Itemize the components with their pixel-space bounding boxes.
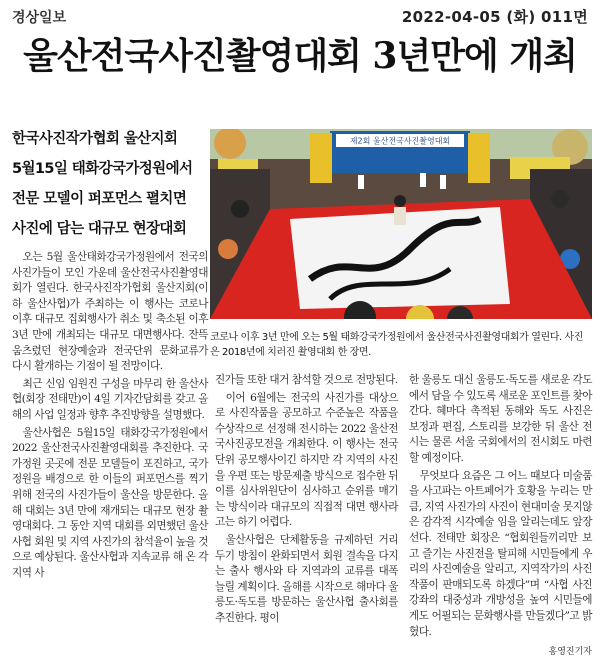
date-page-label: 2022-04-05 (화) 011면 — [401, 8, 588, 26]
subheadline-line: 5월15일 태화강국가정원에서 — [12, 161, 193, 177]
article-paragraph: 진가들 또한 대거 참석할 것으로 전망된다. — [215, 374, 398, 386]
subheadline-line: 한국사진작가협회 울산지회 — [12, 131, 178, 147]
article-column-3 — [409, 373, 592, 642]
article-paragraph: 오는 5월 울산태화강국가정원에서 전국의 사진가들이 모인 가운데 울산전국사진촬영대회가 열린다. 한국사진작가협회 울산지회(이하 울산사협)가 주최하는 이 행사는 코로나 이후 대규모 집회행사가 취소 및 축소된 이후 3년 만에 개최되는 대규모 대면행사다. 잔뜩 움츠렸던 현장예술과 전국단위 문화교류가 다시 활개하는 기점이 될 전망이다. — [12, 251, 208, 373]
article-column-1 — [12, 250, 208, 583]
newspaper-name: 경상일보 — [12, 10, 67, 26]
reporter-byline: 홍영진기자 — [548, 647, 592, 657]
newspaper-page — [8, 4, 592, 664]
photo-illustration — [210, 129, 592, 319]
masthead — [8, 4, 592, 26]
article-photo — [210, 129, 592, 319]
article-column-2 — [215, 373, 398, 629]
article-paragraph: 이어 6월에는 전국의 사진가를 대상으로 사진작품을 공모하고 수준높은 작품을 수상작으로 선정해 전시하는 2022 울산전국사진공모전을 개최한다. 이 행사는 전국 단위 공모행사이긴 하지만 각 지역의 사진을 우편 또는 방문제출 방식으로 접수한 뒤 이를 심사위원단이 심사하고 순위를 매기는 방식이라 대규모의 직접적 대면 행사라고는 하기 어렵다. — [215, 391, 398, 529]
article-paragraph: 최근 신임 임원진 구성을 마무리 한 울산사협(회장 전태만)이 4일 기자간담회를 갖고 올해의 사업 일정과 향후 추진방향을 설명했다. — [12, 377, 208, 421]
article-paragraph: 무엇보다 요즘은 그 어느 때보다 미술품을 사고파는 아트페어가 호황을 누리는 만큼, 지역 사진가의 사진이 현대미술 못지않은 감각적 시각예술 임을 알리는데도 앞장선다. 전태만 회장은 “협회원들끼리만 보고 즐기는 사진전을 탈피해 시민들에게 우리의 사진예술을 알리고, 지역작가의 사진작품이 판매되도록 하겠다”며 “사협 사진강좌의 대중성과 개방성을 높여 시민들에게도 어필되는 문화행사를 만들겠다”고 밝혔다. — [409, 469, 592, 638]
article-paragraph: 울산사협은 5월15일 태화강국가정원에서 2022 울산전국사진촬영대회를 추진한다. 국가정원 곳곳에 전문 모델들이 포진하고, 국가정원을 배경으로 한 이들의 퍼포먼스를 찍기위해 전국의 사진가들이 울산을 방문한다. 올해 대회는 3년 만에 재개되는 대규모 현장 촬영대회다. 그 동안 지역 대회를 외면했던 울산사협 회원 및 지역 사진가의 참석율이 높을 것으로 예상된다. 울산사협과 지속교류 해 온 각 지역 사 — [12, 426, 208, 579]
subheadline-block — [12, 124, 212, 244]
subheadline-line: 사진에 담는 대규모 현장대회 — [12, 221, 187, 237]
article-headline: 울산전국사진촬영대회 3년만에 개최 — [23, 35, 577, 77]
banner-text: 제2회 울산전국사진촬영대회 — [349, 136, 451, 146]
subheadline-line: 전문 모델이 퍼포먼스 펼치면 — [12, 191, 187, 207]
article-paragraph: 한 울릉도 대신 울릉도·독도를 새로운 각도에서 담을 수 있도록 새로운 포인트를 찾아간다. 혜마다 촉적된 동해와 독도 사진은 보정과 편집, 스토리를 보강한 뒤 울산 전시는 물론 서울 국회에서의 전시회도 마련할 예정이다. — [409, 374, 592, 464]
photo-caption: 코로나 이후 3년 만에 오는 5월 태화강국가정원에서 울산전국사진촬영대회가 열린다. 사진은 2018년에 치러진 촬영대회 한 장면. — [210, 332, 584, 358]
article-paragraph: 울산사협은 단체활동을 규제하던 거리두기 방침이 완화되면서 회원 결속을 다지는 출사 행사와 타 지역과의 교류를 대폭 늘릴 계획이다. 올해를 시작으로 해마다 울릉도·독도를 방문하는 울산사협 출사회를 추진한다. 평이 — [215, 533, 398, 624]
